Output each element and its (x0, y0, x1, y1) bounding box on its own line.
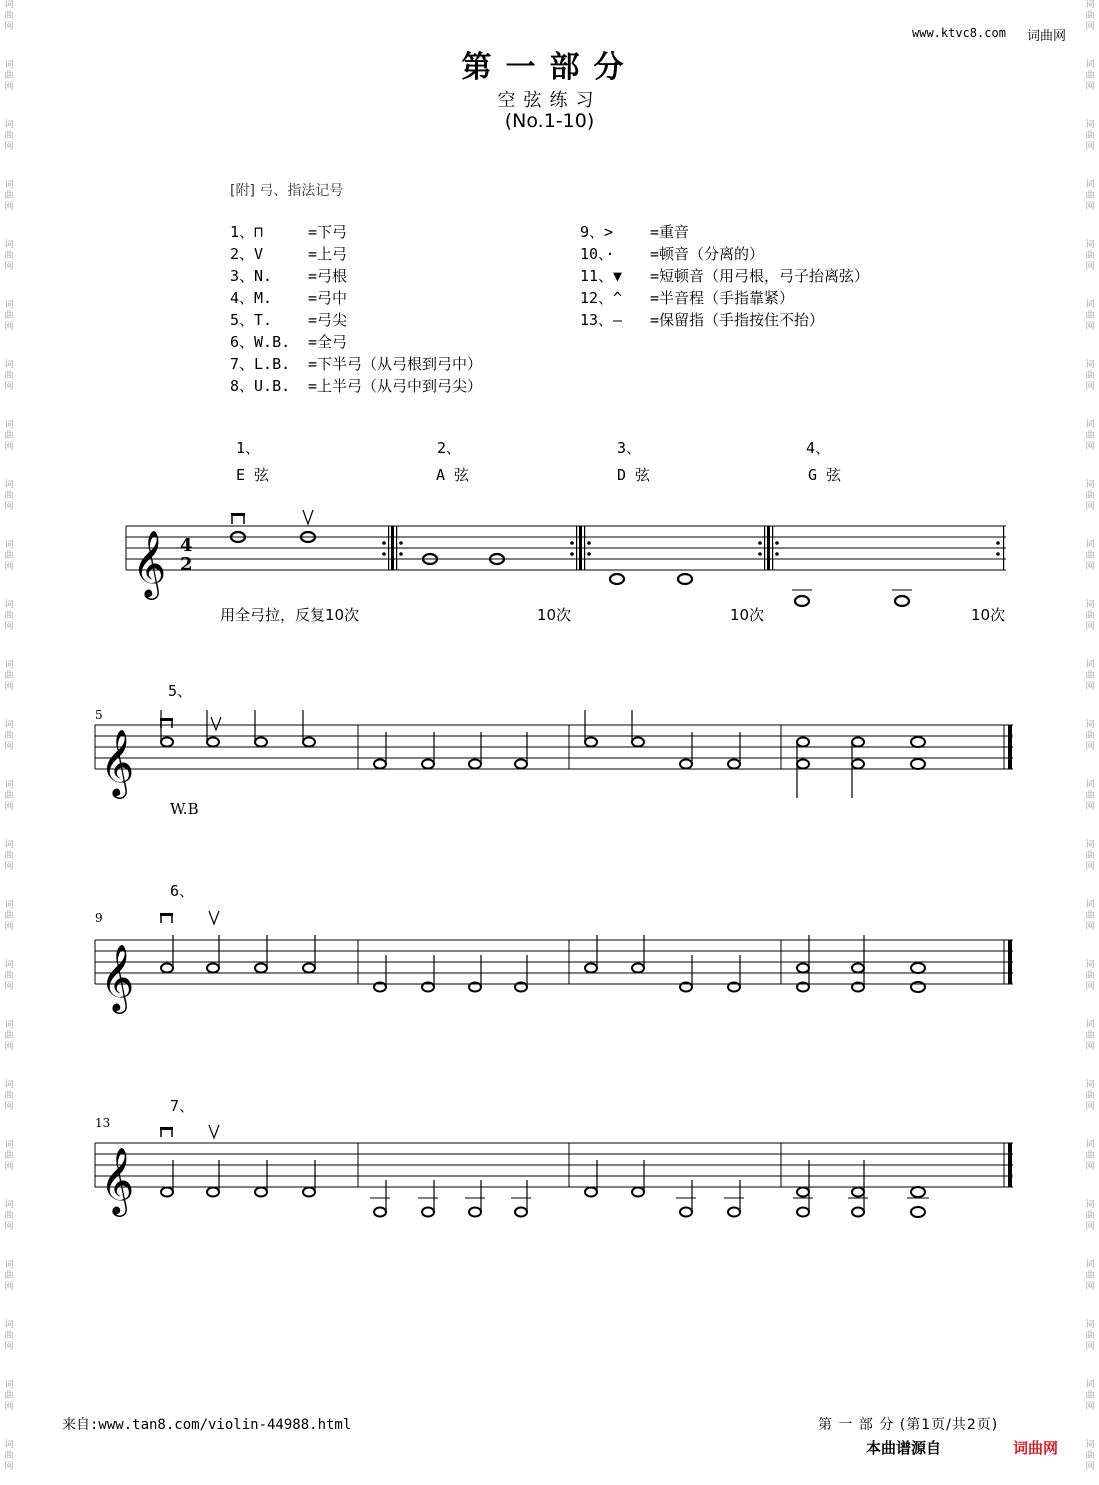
watermark-tile: 词 曲 网 (1085, 600, 1095, 632)
watermark-tile: 词 曲 网 (1085, 420, 1095, 452)
watermark-tile: 词 曲 网 (4, 0, 14, 32)
watermark-tile: 词 曲 网 (1085, 1080, 1095, 1112)
watermark-tile: 词 曲 网 (4, 900, 14, 932)
watermark-tile: 词 曲 网 (1085, 960, 1095, 992)
staff-system-2 (0, 710, 1099, 810)
legend-item: 11、▼ =短顿音（用弓根，弓子抬离弦） (580, 267, 870, 285)
up-bow-icon (209, 1125, 219, 1138)
watermark-tile: 词 曲 网 (4, 840, 14, 872)
watermark-tile: 词 曲 网 (4, 1200, 14, 1232)
bow-mark-label: W.B (170, 800, 199, 818)
measure-number: 13 (95, 1116, 111, 1130)
watermark-tile: 词 曲 网 (1085, 1140, 1095, 1172)
repeat-note: 用全弓拉，反复10次 (220, 606, 360, 624)
string-label: D 弦 (617, 466, 651, 484)
watermark-tile: 词 曲 网 (4, 300, 14, 332)
legend-item: 13、— =保留指（手指按住不抬） (580, 311, 825, 329)
time-signature-bottom: 2 (180, 554, 193, 575)
page-title: 第一部分 (461, 50, 638, 85)
legend-item: 9、> =重音 (580, 223, 690, 241)
repeat-note: 10次 (971, 606, 1006, 624)
watermark-tile: 词 曲 网 (1085, 720, 1095, 752)
exercise-number: 2、 (437, 439, 462, 457)
footer-source-link[interactable]: 来自:www.tan8.com/violin-44988.html (62, 1417, 352, 1433)
watermark-tile: 词 曲 网 (4, 1140, 14, 1172)
legend-heading: [附] 弓、指法记号 (230, 183, 344, 199)
watermark-tile: 词 曲 网 (4, 1020, 14, 1052)
watermark-tile: 词 曲 网 (1085, 180, 1095, 212)
watermark-tile: 词 曲 网 (4, 600, 14, 632)
header-site-url[interactable]: www.ktvc8.com (912, 26, 1006, 40)
watermark-tile: 词 曲 网 (1085, 300, 1095, 332)
watermark-tile: 词 曲 网 (4, 120, 14, 152)
watermark-tile: 词 曲 网 (1085, 780, 1095, 812)
exercise-number: 3、 (617, 439, 642, 457)
watermark-tile: 词 曲 网 (4, 240, 14, 272)
up-bow-icon (209, 911, 219, 924)
exercise-number: 5、 (168, 682, 193, 700)
watermark-tile: 词 曲 网 (1085, 1440, 1095, 1472)
measure-number: 9 (95, 911, 103, 925)
legend-item: 8、U.B. =上半弓（从弓中到弓尖） (230, 377, 483, 395)
watermark-tile: 词 曲 网 (4, 540, 14, 572)
watermark-tile: 词 曲 网 (4, 1320, 14, 1352)
page-subtitle: 空弦练习 (497, 90, 602, 111)
footer-brand: 词曲网 (1013, 1439, 1059, 1457)
watermark-tile: 词 曲 网 (1085, 1020, 1095, 1052)
watermark-tile: 词 曲 网 (1085, 360, 1095, 392)
up-bow-icon (211, 717, 221, 730)
watermark-tile: 词 曲 网 (1085, 840, 1095, 872)
down-bow-icon (231, 513, 245, 524)
legend-item: 1、⊓ =下弓 (230, 223, 348, 241)
watermark-tile: 词 曲 网 (1085, 480, 1095, 512)
repeat-note: 10次 (730, 606, 765, 624)
treble-clef-icon: 𝄞 (100, 943, 135, 1011)
watermark-tile: 词 曲 网 (4, 1260, 14, 1292)
time-signature-top: 4 (180, 535, 193, 556)
watermark-tile: 词 曲 网 (4, 1080, 14, 1112)
watermark-tile: 词 曲 网 (1085, 1320, 1095, 1352)
legend-item: 10、· =顿音（分离的） (580, 245, 765, 263)
staff-system-3 (0, 905, 1099, 1011)
watermark-tile: 词 曲 网 (4, 480, 14, 512)
staff-system-1 (0, 510, 1099, 610)
legend-item: 4、M. =弓中 (230, 289, 348, 307)
watermark-tile: 词 曲 网 (4, 360, 14, 392)
watermark-tile: 词 曲 网 (1085, 1260, 1095, 1292)
watermark-tile: 词 曲 网 (4, 780, 14, 812)
watermark-tile: 词 曲 网 (4, 60, 14, 92)
header-brand: 词曲网 (1027, 29, 1067, 44)
exercise-number: 1、 (236, 439, 261, 457)
watermark-tile: 词 曲 网 (1085, 660, 1095, 692)
treble-clef-icon: 𝄞 (132, 529, 167, 597)
footer-origin-label: 本曲谱源自 (866, 1439, 942, 1457)
legend-item: 3、N. =弓根 (230, 267, 348, 285)
string-label: G 弦 (808, 466, 842, 484)
legend-item: 12、^=半音程（手指靠紧） (580, 289, 795, 307)
watermark-tile: 词 曲 网 (4, 1380, 14, 1412)
exercise-number: 4、 (806, 439, 831, 457)
watermark-tile: 词 曲 网 (1085, 0, 1095, 32)
legend-item: 2、V =上弓 (230, 245, 348, 263)
watermark-tile: 词 曲 网 (4, 720, 14, 752)
down-bow-icon (160, 913, 173, 923)
staff-system-4 (0, 1120, 1099, 1220)
legend-item: 7、L.B. =下半弓（从弓根到弓中） (230, 355, 483, 373)
exercise-number: 6、 (170, 882, 195, 900)
watermark-tile: 词 曲 网 (1085, 540, 1095, 572)
measure-number: 5 (95, 708, 103, 722)
watermark-tile: 词 曲 网 (4, 1440, 14, 1472)
down-bow-icon (160, 1127, 173, 1137)
watermark-tile: 词 曲 网 (1085, 900, 1095, 932)
legend-item: 6、W.B. =全弓 (230, 333, 348, 351)
string-label: E 弦 (236, 466, 270, 484)
string-label: A 弦 (436, 466, 470, 484)
watermark-tile: 词 曲 网 (4, 960, 14, 992)
watermark-tile: 词 曲 网 (4, 420, 14, 452)
up-bow-icon (303, 510, 313, 524)
watermark-tile: 词 曲 网 (4, 660, 14, 692)
watermark-tile: 词 曲 网 (1085, 240, 1095, 272)
repeat-note: 10次 (537, 606, 572, 624)
watermark-tile: 词 曲 网 (1085, 60, 1095, 92)
watermark-tile: 词 曲 网 (4, 180, 14, 212)
legend-item: 5、T. =弓尖 (230, 311, 348, 329)
exercise-number: 7、 (170, 1097, 195, 1115)
treble-clef-icon: 𝄞 (100, 728, 135, 796)
treble-clef-icon: 𝄞 (100, 1146, 135, 1214)
watermark-tile: 词 曲 网 (1085, 1200, 1095, 1232)
exercise-range: (No.1-10) (504, 110, 595, 132)
footer-page-info: 第 一 部 分 (第1页/共2页) (818, 1417, 999, 1433)
down-bow-icon (160, 718, 173, 728)
watermark-tile: 词 曲 网 (1085, 1380, 1095, 1412)
watermark-tile: 词 曲 网 (1085, 120, 1095, 152)
